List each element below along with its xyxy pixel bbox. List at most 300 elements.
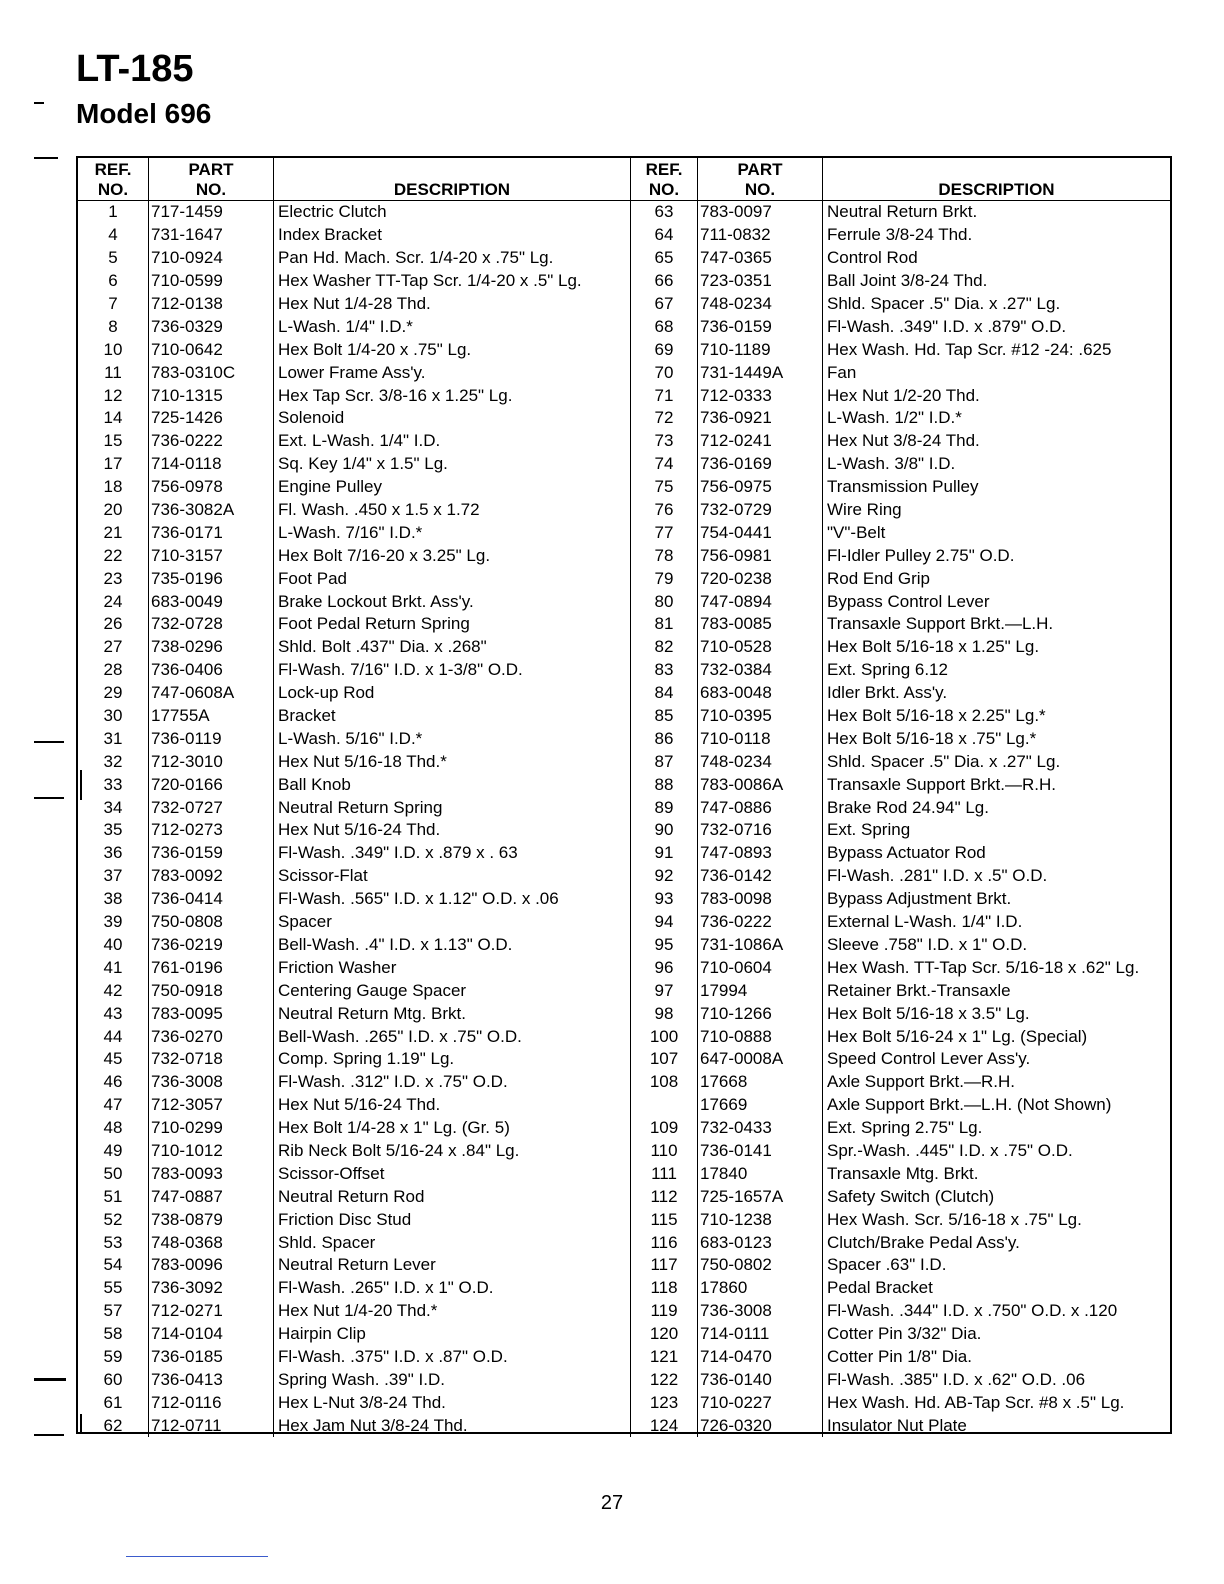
- part-no-cell: 756-0981: [698, 544, 823, 567]
- part-no-cell: 732-0727: [149, 796, 274, 819]
- description-cell: Retainer Brkt.-Transaxle: [827, 980, 1011, 1000]
- parts-list: [78, 158, 1170, 1437]
- part-no-cell: 710-0395: [698, 705, 823, 728]
- ref-no-cell: 79: [631, 567, 698, 590]
- part-no-cell: 736-0159: [698, 315, 823, 338]
- part-no-cell: 736-0141: [698, 1140, 823, 1163]
- ref-no-cell: 95: [631, 934, 698, 957]
- ref-no-cell: [631, 1094, 698, 1117]
- description-cell: Hex Nut 5/16-24 Thd.: [274, 1094, 631, 1117]
- ref-no-cell: 70: [631, 361, 698, 384]
- ref-no-cell: 78: [631, 544, 698, 567]
- ref-no-cell: 68: [631, 315, 698, 338]
- table-row: [78, 727, 1170, 750]
- part-no-cell: 712-0271: [149, 1300, 274, 1323]
- description-cell: Solenoid: [274, 407, 631, 430]
- table-row: [78, 682, 1170, 705]
- description-cell: Pan Hd. Mach. Scr. 1/4-20 x .75" Lg.: [274, 247, 631, 270]
- part-no-cell: 783-0086A: [698, 773, 823, 796]
- description-cell: Hex L-Nut 3/8-24 Thd.: [274, 1391, 631, 1414]
- ref-no-cell: 24: [78, 590, 149, 613]
- description-cell: L-Wash. 1/2" I.D.*: [827, 408, 962, 428]
- ref-no-cell: 80: [631, 590, 698, 613]
- ref-no-cell: 33: [78, 773, 149, 796]
- ref-no-cell: 49: [78, 1140, 149, 1163]
- part-no-cell: 710-1189: [698, 338, 823, 361]
- ref-no-cell: 88: [631, 773, 698, 796]
- ref-no-cell: 120: [631, 1323, 698, 1346]
- ref-no-cell: 17: [78, 453, 149, 476]
- ref-no-cell: 91: [631, 842, 698, 865]
- ref-no-cell: 1: [78, 201, 149, 224]
- table-row: [78, 1300, 1170, 1323]
- ref-no-cell: 77: [631, 521, 698, 544]
- description-cell: Ball Knob: [274, 773, 631, 796]
- ref-no-cell: 4: [78, 224, 149, 247]
- table-row: [78, 934, 1170, 957]
- ref-no-cell: 124: [631, 1414, 698, 1437]
- ref-no-cell: 58: [78, 1323, 149, 1346]
- description-cell: Hex Wash. Hd. Tap Scr. #12 -24: .625: [827, 339, 1112, 359]
- part-no-cell: 710-0528: [698, 636, 823, 659]
- ref-no-cell: 115: [631, 1208, 698, 1231]
- description-cell: Hex Bolt 1/4-28 x 1" Lg. (Gr. 5): [274, 1117, 631, 1140]
- description-cell: Ext. Spring 2.75" Lg.: [827, 1118, 983, 1138]
- table-row: [78, 636, 1170, 659]
- description-cell: Hex Nut 3/8-24 Thd.: [827, 431, 980, 451]
- table-row: [78, 270, 1170, 293]
- table-row: [78, 750, 1170, 773]
- part-no-cell: 712-3010: [149, 750, 274, 773]
- ref-no-cell: 42: [78, 979, 149, 1002]
- table-row: [78, 1208, 1170, 1231]
- description-cell: Hex Bolt 5/16-18 x 1.25" Lg.: [827, 637, 1040, 657]
- ref-no-cell: 65: [631, 247, 698, 270]
- description-cell: Insulator Nut Plate: [827, 1415, 967, 1435]
- description-cell: Fl-Idler Pulley 2.75" O.D.: [827, 545, 1015, 565]
- table-row: [78, 1140, 1170, 1163]
- table-row: [78, 842, 1170, 865]
- ref-no-cell: 109: [631, 1117, 698, 1140]
- description-cell: Centering Gauge Spacer: [274, 979, 631, 1002]
- description-cell: Transmission Pulley: [827, 477, 979, 497]
- description-cell: Shld. Spacer .5" Dia. x .27" Lg.: [827, 294, 1061, 313]
- part-no-cell: 732-0433: [698, 1117, 823, 1140]
- ref-no-cell: 35: [78, 819, 149, 842]
- part-no-cell: 732-0729: [698, 499, 823, 522]
- description-cell: Hex Jam Nut 3/8-24 Thd.: [274, 1414, 631, 1437]
- part-no-cell: 783-0085: [698, 613, 823, 636]
- description-cell: Fl-Wash. .281" I.D. x .5" O.D.: [827, 866, 1048, 886]
- margin-mark: [34, 102, 44, 104]
- part-no-cell: 747-0608A: [149, 682, 274, 705]
- part-no-cell: 747-0893: [698, 842, 823, 865]
- table-row: [78, 1346, 1170, 1369]
- ref-no-cell: 31: [78, 727, 149, 750]
- ref-no-cell: 23: [78, 567, 149, 590]
- table-row: [78, 659, 1170, 682]
- ref-no-cell: 69: [631, 338, 698, 361]
- ref-no-cell: 61: [78, 1391, 149, 1414]
- description-cell: Ext. L-Wash. 1/4" I.D.: [274, 430, 631, 453]
- ref-no-cell: 52: [78, 1208, 149, 1231]
- table-row: [78, 476, 1170, 499]
- part-no-cell: 710-0118: [698, 727, 823, 750]
- ref-no-cell: 15: [78, 430, 149, 453]
- description-cell: Bracket: [274, 705, 631, 728]
- description-cell: Hex Wash. Hd. AB-Tap Scr. #8 x .5" Lg.: [827, 1392, 1125, 1412]
- part-no-cell: 714-0104: [149, 1323, 274, 1346]
- description-cell: Hex Bolt 5/16-18 x 3.5" Lg.: [827, 1003, 1030, 1023]
- ref-no-cell: 53: [78, 1231, 149, 1254]
- ref-no-cell: 29: [78, 682, 149, 705]
- part-no-cell: 731-1647: [149, 224, 274, 247]
- description-cell: Spacer .63" I.D.: [827, 1255, 947, 1275]
- description-cell: Clutch/Brake Pedal Ass'y.: [827, 1232, 1020, 1252]
- ref-no-cell: 11: [78, 361, 149, 384]
- ref-no-cell: 54: [78, 1254, 149, 1277]
- part-no-cell: 736-0171: [149, 521, 274, 544]
- ref-no-cell: 63: [631, 201, 698, 224]
- part-no-cell: 783-0093: [149, 1162, 274, 1185]
- description-cell: Idler Brkt. Ass'y.: [827, 683, 948, 703]
- description-cell: Brake Lockout Brkt. Ass'y.: [274, 590, 631, 613]
- table-row: [78, 1117, 1170, 1140]
- part-no-cell: 756-0978: [149, 476, 274, 499]
- table-row: [78, 384, 1170, 407]
- description-cell: Lower Frame Ass'y.: [274, 361, 631, 384]
- table-row: [78, 499, 1170, 522]
- table-row: [78, 865, 1170, 888]
- part-no-cell: 725-1426: [149, 407, 274, 430]
- description-cell: Scissor-Offset: [274, 1162, 631, 1185]
- margin-mark: [34, 1378, 66, 1381]
- description-cell: Fl-Wash. .344" I.D. x .750" O.D. x .120: [827, 1301, 1118, 1321]
- description-cell: Scissor-Flat: [274, 865, 631, 888]
- description-cell: Lock-up Rod: [274, 682, 631, 705]
- part-no-cell: 736-0169: [698, 453, 823, 476]
- page-number: 27: [600, 1492, 624, 1514]
- ref-no-cell: 30: [78, 705, 149, 728]
- table-row: [78, 247, 1170, 270]
- ref-no-cell: 36: [78, 842, 149, 865]
- part-no-cell: 725-1657A: [698, 1185, 823, 1208]
- description-cell: Friction Washer: [274, 956, 631, 979]
- table-row: [78, 293, 1170, 316]
- ref-no-cell: 32: [78, 750, 149, 773]
- part-no-cell: 783-0098: [698, 888, 823, 911]
- margin-mark: [34, 741, 64, 743]
- ref-no-cell: 89: [631, 796, 698, 819]
- description-cell: Spring Wash. .39" I.D.: [274, 1368, 631, 1391]
- description-cell: Hex Tap Scr. 3/8-16 x 1.25" Lg.: [274, 384, 631, 407]
- description-cell: Rod End Grip: [827, 568, 930, 588]
- description-cell: Safety Switch (Clutch): [827, 1186, 995, 1206]
- ref-no-cell: 10: [78, 338, 149, 361]
- part-no-cell: 17669: [698, 1094, 823, 1117]
- ref-no-cell: 111: [631, 1162, 698, 1185]
- table-row: [78, 819, 1170, 842]
- ref-no-cell: 107: [631, 1048, 698, 1071]
- ref-no-cell: 43: [78, 1002, 149, 1025]
- part-no-cell: 748-0234: [698, 293, 823, 316]
- part-no-header: PART NO.: [698, 158, 823, 201]
- ref-no-cell: 26: [78, 613, 149, 636]
- ref-no-cell: 14: [78, 407, 149, 430]
- table-row: [78, 1094, 1170, 1117]
- part-no-cell: 736-0270: [149, 1025, 274, 1048]
- table-row: [78, 1323, 1170, 1346]
- part-no-cell: 714-0470: [698, 1346, 823, 1369]
- ref-no-cell: 96: [631, 956, 698, 979]
- description-cell: Axle Support Brkt.—L.H. (Not Shown): [827, 1095, 1112, 1115]
- ref-no-cell: 94: [631, 911, 698, 934]
- table-row: [78, 613, 1170, 636]
- description-cell: Fl-Wash. .349" I.D. x .879" O.D.: [827, 316, 1067, 336]
- ref-no-cell: 39: [78, 911, 149, 934]
- ref-no-cell: 64: [631, 224, 698, 247]
- ref-no-cell: 41: [78, 956, 149, 979]
- part-no-cell: 738-0296: [149, 636, 274, 659]
- table-row: [78, 1254, 1170, 1277]
- part-no-cell: 738-0879: [149, 1208, 274, 1231]
- description-cell: Transaxle Mtg. Brkt.: [827, 1163, 979, 1183]
- description-cell: Neutral Return Lever: [274, 1254, 631, 1277]
- part-no-cell: 756-0975: [698, 476, 823, 499]
- description-cell: Hex Nut 1/4-28 Thd.: [274, 293, 631, 316]
- description-cell: Electric Clutch: [274, 201, 631, 224]
- part-no-cell: 747-0894: [698, 590, 823, 613]
- part-no-cell: 747-0365: [698, 247, 823, 270]
- part-no-cell: 747-0886: [698, 796, 823, 819]
- table-header: [78, 158, 1170, 201]
- part-no-cell: 712-0241: [698, 430, 823, 453]
- part-no-cell: 731-1086A: [698, 934, 823, 957]
- description-cell: Fl-Wash. 7/16" I.D. x 1-3/8" O.D.: [274, 659, 631, 682]
- description-cell: Fl-Wash. .349" I.D. x .879 x . 63: [274, 842, 631, 865]
- description-cell: Sq. Key 1/4" x 1.5" Lg.: [274, 453, 631, 476]
- description-cell: Hex Bolt 5/16-18 x .75" Lg.*: [827, 728, 1037, 748]
- table-row: [78, 544, 1170, 567]
- part-no-cell: 783-0095: [149, 1002, 274, 1025]
- part-no-cell: 736-0921: [698, 407, 823, 430]
- part-no-cell: 683-0048: [698, 682, 823, 705]
- description-cell: Bypass Actuator Rod: [827, 843, 986, 863]
- description-cell: Hex Wash. Scr. 5/16-18 x .75" Lg.: [827, 1209, 1082, 1229]
- description-cell: Fl-Wash. .385" I.D. x .62" O.D. .06: [827, 1369, 1086, 1389]
- part-no-cell: 647-0008A: [698, 1048, 823, 1071]
- table-row: [78, 315, 1170, 338]
- ref-no-cell: 75: [631, 476, 698, 499]
- ref-no-cell: 122: [631, 1368, 698, 1391]
- part-no-cell: 726-0320: [698, 1414, 823, 1437]
- ref-no-cell: 12: [78, 384, 149, 407]
- part-no-cell: 710-1266: [698, 1002, 823, 1025]
- part-no-cell: 783-0097: [698, 201, 823, 224]
- part-no-cell: 683-0049: [149, 590, 274, 613]
- description-cell: Neutral Return Rod: [274, 1185, 631, 1208]
- part-no-cell: 17668: [698, 1071, 823, 1094]
- part-no-cell: 750-0918: [149, 979, 274, 1002]
- description-cell: Hex Wash. TT-Tap Scr. 5/16-18 x .62" Lg.: [827, 957, 1140, 977]
- description-cell: L-Wash. 7/16" I.D.*: [274, 521, 631, 544]
- table-row: [78, 773, 1170, 796]
- margin-mark: [34, 1434, 64, 1436]
- part-no-cell: 712-3057: [149, 1094, 274, 1117]
- description-cell: Spacer: [274, 911, 631, 934]
- ref-no-cell: 66: [631, 270, 698, 293]
- part-no-cell: 732-0728: [149, 613, 274, 636]
- part-no-cell: 732-0716: [698, 819, 823, 842]
- part-no-cell: 710-1315: [149, 384, 274, 407]
- table-row: [78, 1048, 1170, 1071]
- bottom-rule: [126, 1556, 268, 1557]
- description-cell: Fl-Wash. .265" I.D. x 1" O.D.: [274, 1277, 631, 1300]
- description-cell: Pedal Bracket: [827, 1278, 933, 1298]
- table-row: [78, 1185, 1170, 1208]
- ref-no-cell: 98: [631, 1002, 698, 1025]
- table-row: [78, 1071, 1170, 1094]
- description-cell: Ext. Spring 6.12: [827, 660, 948, 680]
- ref-no-cell: 50: [78, 1162, 149, 1185]
- ref-no-cell: 20: [78, 499, 149, 522]
- table-row: [78, 911, 1170, 934]
- part-no-cell: 761-0196: [149, 956, 274, 979]
- description-cell: Cotter Pin 1/8" Dia.: [827, 1346, 972, 1366]
- ref-no-cell: 92: [631, 865, 698, 888]
- table-row: [78, 1162, 1170, 1185]
- ref-no-cell: 82: [631, 636, 698, 659]
- part-no-cell: 710-0227: [698, 1391, 823, 1414]
- part-no-cell: 783-0310C: [149, 361, 274, 384]
- description-cell: Bell-Wash. .265" I.D. x .75" O.D.: [274, 1025, 631, 1048]
- part-no-cell: 712-0116: [149, 1391, 274, 1414]
- ref-no-cell: 67: [631, 293, 698, 316]
- description-cell: L-Wash. 5/16" I.D.*: [274, 727, 631, 750]
- description-cell: Wire Ring: [827, 500, 902, 520]
- description-cell: Sleeve .758" I.D. x 1" O.D.: [827, 934, 1028, 954]
- part-no-cell: 748-0368: [149, 1231, 274, 1254]
- part-no-cell: 736-3008: [149, 1071, 274, 1094]
- part-no-cell: 736-0119: [149, 727, 274, 750]
- ref-no-cell: 55: [78, 1277, 149, 1300]
- ref-no-cell: 121: [631, 1346, 698, 1369]
- part-no-cell: 17994: [698, 979, 823, 1002]
- description-cell: Friction Disc Stud: [274, 1208, 631, 1231]
- part-no-cell: 714-0118: [149, 453, 274, 476]
- table-row: [78, 1231, 1170, 1254]
- description-cell: Bypass Control Lever: [827, 591, 990, 611]
- ref-no-cell: 18: [78, 476, 149, 499]
- part-no-cell: 714-0111: [698, 1323, 823, 1346]
- ref-no-cell: 8: [78, 315, 149, 338]
- ref-no-cell: 93: [631, 888, 698, 911]
- description-cell: Ferrule 3/8-24 Thd.: [827, 225, 973, 245]
- ref-no-cell: 72: [631, 407, 698, 430]
- description-cell: Hex Nut 1/4-20 Thd.*: [274, 1300, 631, 1323]
- table-row: [78, 407, 1170, 430]
- description-cell: Hex Nut 5/16-24 Thd.: [274, 819, 631, 842]
- description-cell: "V"-Belt: [827, 522, 886, 542]
- part-no-cell: 750-0808: [149, 911, 274, 934]
- description-cell: Shld. Bolt .437" Dia. x .268": [274, 636, 631, 659]
- description-cell: Ball Joint 3/8-24 Thd.: [827, 271, 988, 291]
- ref-no-cell: 44: [78, 1025, 149, 1048]
- part-no-cell: 736-0219: [149, 934, 274, 957]
- part-no-header: PART NO.: [149, 158, 274, 201]
- part-no-cell: 748-0234: [698, 750, 823, 773]
- part-no-cell: 732-0384: [698, 659, 823, 682]
- table-row: [78, 1368, 1170, 1391]
- ref-no-cell: 119: [631, 1300, 698, 1323]
- parts-body: [78, 201, 1170, 1438]
- part-no-cell: 710-1012: [149, 1140, 274, 1163]
- ref-no-cell: 59: [78, 1346, 149, 1369]
- description-cell: External L-Wash. 1/4" I.D.: [827, 912, 1023, 932]
- description-cell: Bypass Adjustment Brkt.: [827, 889, 1012, 909]
- description-cell: Ext. Spring: [827, 820, 911, 840]
- description-cell: Index Bracket: [274, 224, 631, 247]
- ref-no-cell: 81: [631, 613, 698, 636]
- ref-no-cell: 108: [631, 1071, 698, 1094]
- table-row: [78, 338, 1170, 361]
- description-cell: Engine Pulley: [274, 476, 631, 499]
- table-row: [78, 224, 1170, 247]
- part-no-cell: 736-0185: [149, 1346, 274, 1369]
- description-cell: Hex Washer TT-Tap Scr. 1/4-20 x .5" Lg.: [274, 270, 631, 293]
- description-cell: Hex Bolt 7/16-20 x 3.25" Lg.: [274, 544, 631, 567]
- ref-no-cell: 118: [631, 1277, 698, 1300]
- ref-no-cell: 6: [78, 270, 149, 293]
- description-cell: Fl. Wash. .450 x 1.5 x 1.72: [274, 499, 631, 522]
- ref-no-cell: 76: [631, 499, 698, 522]
- description-cell: Fl-Wash. .312" I.D. x .75" O.D.: [274, 1071, 631, 1094]
- description-cell: Hex Bolt 5/16-18 x 2.25" Lg.*: [827, 706, 1046, 726]
- part-no-cell: 712-0711: [149, 1414, 274, 1437]
- part-no-cell: 754-0441: [698, 521, 823, 544]
- part-no-cell: 736-0159: [149, 842, 274, 865]
- document-title: LT-185: [76, 48, 194, 90]
- description-cell: Hex Nut 5/16-18 Thd.*: [274, 750, 631, 773]
- description-cell: Fl-Wash. .565" I.D. x 1.12" O.D. x .06: [274, 888, 631, 911]
- description-cell: Neutral Return Mtg. Brkt.: [274, 1002, 631, 1025]
- ref-no-cell: 123: [631, 1391, 698, 1414]
- ref-no-cell: 5: [78, 247, 149, 270]
- ref-no-cell: 83: [631, 659, 698, 682]
- ref-no-cell: 97: [631, 979, 698, 1002]
- ref-no-cell: 57: [78, 1300, 149, 1323]
- table-row: [78, 1002, 1170, 1025]
- part-no-cell: 710-0299: [149, 1117, 274, 1140]
- description-cell: Cotter Pin 3/32" Dia.: [827, 1324, 982, 1344]
- table-row: [78, 567, 1170, 590]
- part-no-cell: 731-1449A: [698, 361, 823, 384]
- description-cell: Comp. Spring 1.19" Lg.: [274, 1048, 631, 1071]
- ref-no-cell: 71: [631, 384, 698, 407]
- table-row: [78, 888, 1170, 911]
- table-row: [78, 430, 1170, 453]
- description-cell: Neutral Return Brkt.: [827, 202, 978, 222]
- part-no-cell: 736-0413: [149, 1368, 274, 1391]
- part-no-cell: 736-3082A: [149, 499, 274, 522]
- part-no-cell: 17755A: [149, 705, 274, 728]
- part-no-cell: 720-0166: [149, 773, 274, 796]
- ref-no-cell: 62: [78, 1414, 149, 1437]
- table-row: [78, 705, 1170, 728]
- part-no-cell: 747-0887: [149, 1185, 274, 1208]
- table-row: [78, 1414, 1170, 1437]
- ref-no-cell: 110: [631, 1140, 698, 1163]
